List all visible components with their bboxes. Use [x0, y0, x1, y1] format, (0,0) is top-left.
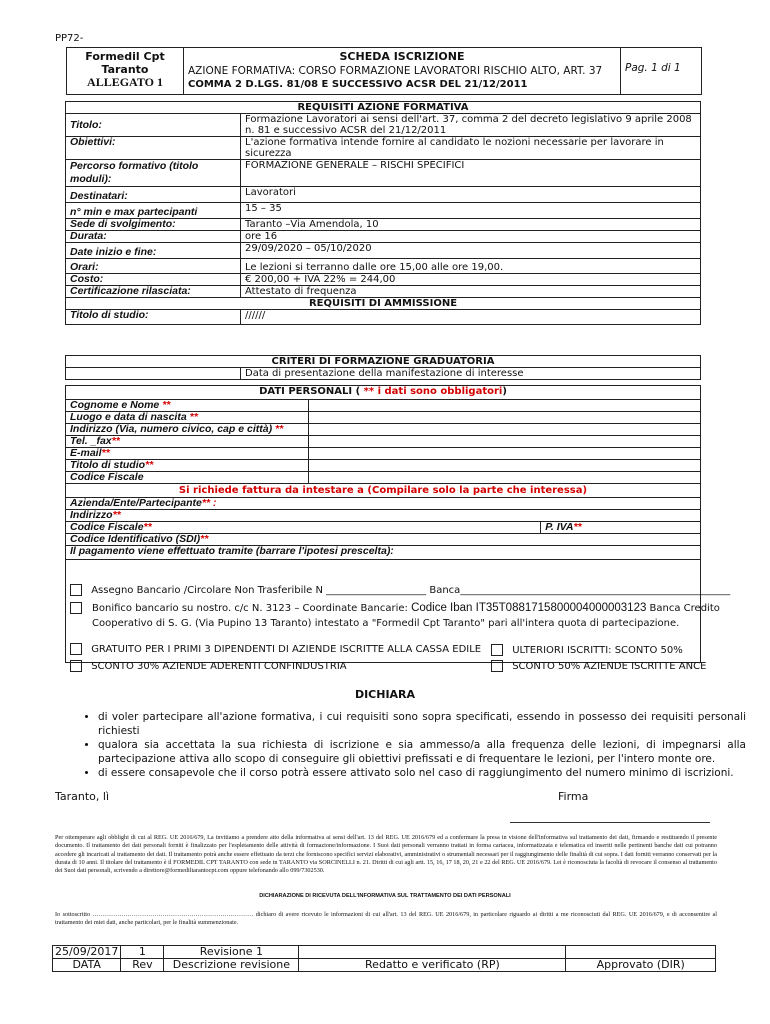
bonifico-line1b: Banca Credito	[646, 603, 720, 614]
signature-line[interactable]	[510, 822, 710, 823]
dichiara-item: • di voler partecipare all'azione formativa, i cui requisiti sono sopra specificati, essendo in possesso dei requisiti personali richiesti	[98, 710, 746, 738]
required-marker: **	[200, 533, 209, 545]
label-costo: Costo:	[66, 274, 241, 286]
label-piva: P. IVA	[545, 521, 574, 533]
required-marker: **	[162, 399, 171, 411]
piva-field[interactable]	[541, 522, 701, 534]
redatto-label: Redatto e verificato (RP)	[299, 959, 566, 972]
criteri-empty-cell	[66, 368, 241, 380]
allegato-label: ALLEGATO 1	[87, 75, 163, 89]
dati-heading	[66, 386, 701, 400]
approvato-cell	[566, 946, 716, 959]
codice-fiscale-field[interactable]	[309, 472, 701, 484]
value-titolo: Formazione Lavoratori ai sensi dell'art. 37, comma 2 del decreto legislativo 9 aprile 2008 n. 81 e successivo ACSR del 21/12/2011	[241, 114, 701, 137]
label-nascita-text: Luogo e data di nascita	[70, 411, 190, 423]
bonifico-checkbox[interactable]	[70, 602, 82, 614]
gratuito-label: GRATUITO PER I PRIMI 3 DIPENDENTI DI AZIENDE ISCRITTE ALLA CASSA EDILE	[91, 644, 482, 655]
label-titolo-studio-dp	[66, 460, 309, 472]
iban-value: Codice Iban IT35T0881715800004000003123	[411, 602, 647, 614]
revision-number: 1	[121, 946, 164, 959]
label-partecipanti: n° min e max partecipanti	[66, 203, 241, 219]
requisiti-heading: REQUISITI AZIONE FORMATIVA	[66, 102, 701, 114]
firma-label: Firma	[558, 790, 589, 803]
value-sede: Taranto –Via Amendola, 10	[241, 219, 701, 231]
label-codice-fiscale	[66, 472, 309, 484]
revision-date: 25/09/2017	[53, 946, 121, 959]
pagamento-label: Il pagamento viene effettuato tramite (barrare l'ipotesi prescelta):	[66, 546, 701, 560]
azione-line1: AZIONE FORMATIVA: CORSO FORMAZIONE LAVORATORI RISCHIO ALTO, ART. 37	[188, 65, 603, 77]
label-orari: Orari:	[66, 259, 241, 274]
label-nascita	[66, 412, 309, 424]
ammissione-heading: REQUISITI DI AMMISSIONE	[66, 298, 701, 310]
privacy-paragraph: Per ottemperare agli obblighi di cui al REG. UE 2016/679, La invitiamo a prendere atto della informativa ai sensi dell'art. 13 del REG. UE 2016/679 ed a confermare la presa in visione dell'informativa sul trattamento dei dati, firmando e restituendo il presente documento. Il trattamento dei dati personali forniti è finalizzato per l'espletamento delle attività di formazione/informazione. I Suoi dati personali verranno trattati in forma cartacea, informatizzata e telematica ed inseriti nelle pertinenti banche dati cui potranno accedere gli incaricati al trattamento dei dati. Il trattamento potrà anche essere effettuato da terzi che forniscono specifici servizi elaborativi, amministrativi o strumentali necessari per il raggiungimento delle finalità di cui sopra. I dati forniti verranno conservati per la durata di 10 anni. Il titolare del trattamento è il FORMEDIL CPT TARANTO con sede in TARANTO via SORCINELLI n. 21. Diritti di cui agli artt. 15, 16, 17 18, 20, 21 e 22 del REG. UE 2016/679. Lei è riconosciuta la facoltà di revocare il consenso al trattamento dei Suoi dati personali, scrivendo a direttore@formediltarantocpt.com oppure telefonando allo 099/7302530.	[55, 834, 717, 875]
label-email	[66, 448, 309, 460]
cf-fattura-field[interactable]	[66, 522, 541, 534]
fattura-line: Si richiede fattura da intestare a (Compilare solo la parte che interessa)	[66, 484, 701, 498]
dati-heading-end: )	[502, 386, 507, 397]
label-codice-fiscale-text: Codice Fiscale	[70, 471, 144, 483]
header-table	[66, 47, 702, 95]
azienda-field[interactable]	[66, 498, 701, 510]
date-label: DATA	[53, 959, 121, 972]
ulteriori-label: ULTERIORI ISCRITTI: SCONTO 50%	[512, 645, 683, 656]
requisiti-table	[65, 101, 701, 325]
label-percorso: Percorso formativo (titolo moduli):	[66, 160, 241, 187]
value-certificazione: Attestato di frequenza	[241, 286, 701, 298]
tel-field[interactable]	[309, 436, 701, 448]
required-marker: **	[143, 521, 152, 533]
label-cognome-text: Cognome e Nome	[70, 399, 163, 411]
label-date: Date inizio e fine:	[66, 243, 241, 259]
privacy-heading: DICHIARAZIONE DI RICEVUTA DELL'INFORMATIVA SUL TRATTAMENTO DEI DATI PERSONALI	[259, 893, 511, 899]
required-marker: **	[573, 521, 582, 533]
value-orari: Le lezioni si terranno dalle ore 15,00 alle ore 19,00.	[241, 259, 701, 274]
header-org	[67, 48, 184, 95]
label-destinatari: Destinatari:	[66, 187, 241, 203]
label-indirizzo-text: Indirizzo (Via, numero civico, cap e città)	[70, 423, 275, 435]
option-bonifico[interactable]	[70, 601, 720, 629]
page-number: Pag. 1 di 1	[625, 62, 681, 74]
revision-description: Revisione 1	[164, 946, 299, 959]
label-email-text: E-mail	[70, 447, 102, 459]
dichiara-list	[66, 710, 746, 780]
desc-label: Descrizione revisione	[164, 959, 299, 972]
required-marker: **	[275, 423, 284, 435]
header-page-cell	[621, 48, 702, 95]
label-obiettivi: Obiettivi:	[66, 137, 241, 160]
org-line2: Taranto	[101, 63, 149, 76]
place-label: Taranto, lì	[55, 790, 110, 803]
label-azienda: Azienda/Ente/Partecipante	[70, 497, 202, 509]
value-date: 29/09/2020 – 05/10/2020	[241, 243, 701, 259]
doc-code: PP72-	[55, 33, 84, 44]
label-indirizzo-fattura: Indirizzo	[70, 509, 113, 521]
label-sede: Sede di svolgimento:	[66, 219, 241, 231]
bonifico-text	[92, 601, 720, 631]
label-durata: Durata:	[66, 231, 241, 243]
option-sconto30[interactable]	[70, 660, 347, 672]
bonifico-line1a: Bonifico bancario su nostro. c/c N. 3123 – Coordinate Bancarie:	[92, 603, 412, 614]
option-sconto50[interactable]	[491, 660, 706, 672]
label-cognome	[66, 400, 309, 412]
criteri-value: Data di presentazione della manifestazione di interesse	[241, 368, 701, 380]
cognome-field[interactable]	[309, 400, 701, 412]
page-title: SCHEDA ISCRIZIONE	[339, 50, 465, 63]
ulteriori-checkbox[interactable]	[491, 644, 503, 656]
dichiara-heading: DICHIARA	[354, 688, 416, 701]
assegno-checkbox[interactable]	[70, 584, 82, 596]
option-assegno[interactable]	[70, 584, 730, 596]
value-destinatari: Lavoratori	[241, 187, 701, 203]
label-titolo-studio: Titolo di studio:	[66, 310, 241, 325]
org-line1: Formedil Cpt	[85, 50, 165, 63]
criteri-heading: CRITERI DI FORMAZIONE GRADUATORIA	[66, 356, 701, 368]
required-marker: **	[111, 435, 120, 447]
required-marker: **	[112, 509, 121, 521]
sconto30-label: SCONTO 30% AZIENDE ADERENTI CONFINDUSTRIA	[91, 661, 347, 672]
value-titolo-studio: //////	[241, 310, 701, 325]
approvato-label: Approvato (DIR)	[566, 959, 716, 972]
value-costo: € 200,00 + IVA 22% = 244,00	[241, 274, 701, 286]
required-marker: ** :	[201, 497, 217, 509]
sdi-field[interactable]	[66, 534, 701, 546]
value-percorso: FORMAZIONE GENERALE – RISCHI SPECIFICI	[241, 160, 701, 187]
label-sdi: Codice Identificativo (SDI)	[70, 533, 201, 545]
email-field[interactable]	[309, 448, 701, 460]
label-tel	[66, 436, 309, 448]
required-marker: **	[145, 459, 154, 471]
dati-heading-required: ** i dati sono obbligatori	[360, 386, 503, 397]
sconto50-checkbox[interactable]	[491, 660, 503, 672]
indirizzo-field[interactable]	[309, 424, 701, 436]
value-obiettivi: L'azione formativa intende fornire al candidato le nozioni necessarie per lavorare in sicurezza	[241, 137, 701, 160]
value-durata: ore 16	[241, 231, 701, 243]
label-titolo: Titolo:	[66, 114, 241, 137]
required-marker: **	[101, 447, 110, 459]
label-tel-text: Tel. _fax	[70, 435, 112, 447]
nascita-field[interactable]	[309, 412, 701, 424]
azione-line2: COMMA 2 D.LGS. 81/08 E SUCCESSIVO ACSR DEL 21/12/2011	[188, 79, 528, 90]
privacy-sottoscritto: Io sottoscritto …………………………………………………………………… dichiaro di avere ricevuto le informazioni di cui all'art. 13 del REG. UE 2016/679, in particolare riguardo ai diritti a me riconosciuti dal REG. UE 2016/679, e di acconsentire al trattamento dei miei dati, anche particolari, per le finalità summenzionate.	[55, 911, 717, 927]
label-indirizzo	[66, 424, 309, 436]
dichiara-item: • di essere consapevole che il corso potrà essere attivato solo nel caso di raggiungimento del numero minimo di iscrizioni.	[98, 766, 746, 780]
dichiara-item: • qualora sia accettata la sua richiesta di iscrizione e sia ammesso/a alla frequenza delle lezioni, di impegnarsi alla partecipazione attiva allo scopo di conseguire gli obiettivi prefissati e di frequentare le lezioni, per l'intero monte ore.	[98, 738, 746, 766]
criteri-table	[65, 355, 701, 380]
sconto30-checkbox[interactable]	[70, 660, 82, 672]
sconto50-label: SCONTO 50% AZIENDE ISCRITTE ANCE	[512, 661, 707, 672]
header-title-cell	[184, 48, 621, 95]
bonifico-line2: Cooperativo di S. G. (Via Pupino 13 Taranto) intestato a "Formedil Cpt Taranto" pari all'intera quota di partecipazione.	[92, 618, 680, 629]
option-gratuito[interactable]	[70, 643, 481, 655]
gratuito-checkbox[interactable]	[70, 643, 82, 655]
label-certificazione: Certificazione rilasciata:	[66, 286, 241, 298]
revision-table	[52, 945, 716, 972]
required-marker: **	[189, 411, 198, 423]
indirizzo-fattura-field[interactable]	[66, 510, 701, 522]
rev-label: Rev	[121, 959, 164, 972]
label-cf-fattura: Codice Fiscale	[70, 521, 144, 533]
titolo-studio-field[interactable]	[309, 460, 701, 472]
redatto-cell	[299, 946, 566, 959]
option-ulteriori[interactable]	[491, 644, 683, 656]
assegno-label: Assegno Bancario /Circolare Non Trasferibile N ____________________ Banca______________________________________________________	[91, 585, 731, 596]
label-titolo-studio-text: Titolo di studio	[70, 459, 146, 471]
dati-heading-text: DATI PERSONALI (	[259, 386, 361, 397]
value-partecipanti: 15 – 35	[241, 203, 701, 219]
